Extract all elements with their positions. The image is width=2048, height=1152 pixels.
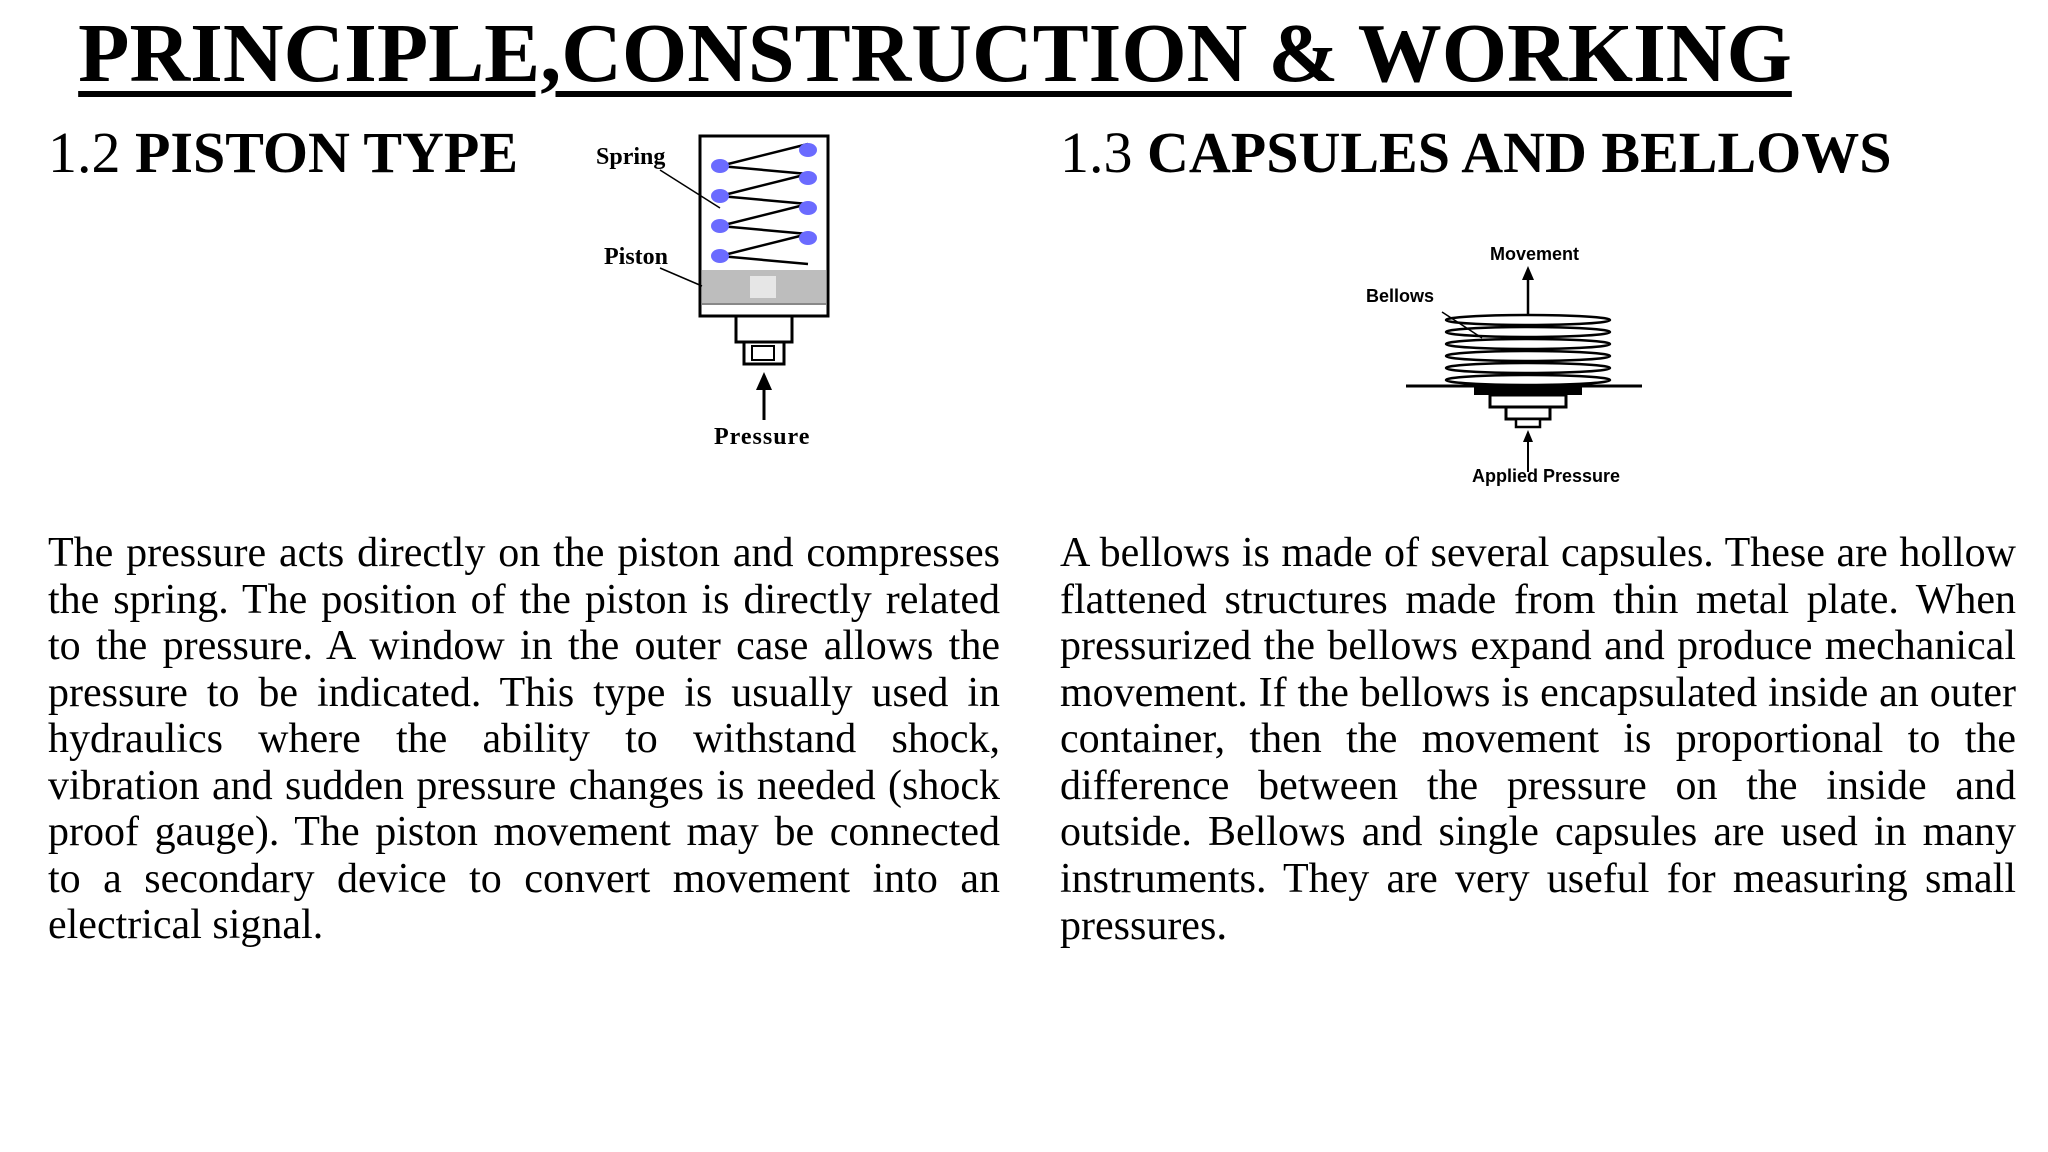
section-heading-piston — [48, 118, 518, 188]
page-title: PRINCIPLE,CONSTRUCTION & WORKING — [78, 7, 1792, 100]
bellows-description — [1060, 530, 2016, 950]
bellows-rings — [1446, 315, 1610, 385]
section-title: PISTON TYPE — [135, 120, 519, 185]
pressure-label: Pressure — [714, 424, 811, 450]
spring-label: Spring — [596, 144, 666, 170]
applied-pressure-label: Applied Pressure — [1472, 466, 1621, 486]
section-heading-bellows — [1060, 118, 1892, 188]
bellows-description-text: A bellows is made of several capsules. These are hollow flattened structures made from thin metal plate. When pressurized the bellows expand and produce mechanical movement. If the bellows is encapsulated inside an outer container, then the movement is proportional to the difference between the pressure on the inside and outside. Bellows and single capsules are used in many instruments. They are very useful for measuring small pressures — [1060, 530, 2016, 949]
piston-description: The pressure acts directly on the piston and compresses the spring. The position of the piston is directly related to the pressure. A window in the outer case allows the pressure to be indicated. This type is usually used in hydraulics where the ability to withstand shock, vibration and sudden pressure changes is needed (shock proof gauge). The piston movement may be connected to a secondary device to convert movement into an electrical signal. — [48, 530, 1000, 948]
bellows-diagram — [1360, 240, 1680, 490]
movement-label: Movement — [1490, 244, 1580, 264]
piston-label: Piston — [604, 244, 669, 270]
bellows-description-end: . — [1216, 900, 1228, 949]
section-number: 1.2 — [48, 120, 121, 185]
piston-gauge-diagram — [590, 128, 870, 458]
bellows-label: Bellows — [1366, 286, 1435, 306]
section-title: CAPSULES AND BELLOWS — [1147, 120, 1892, 185]
section-number: 1.3 — [1060, 120, 1133, 185]
